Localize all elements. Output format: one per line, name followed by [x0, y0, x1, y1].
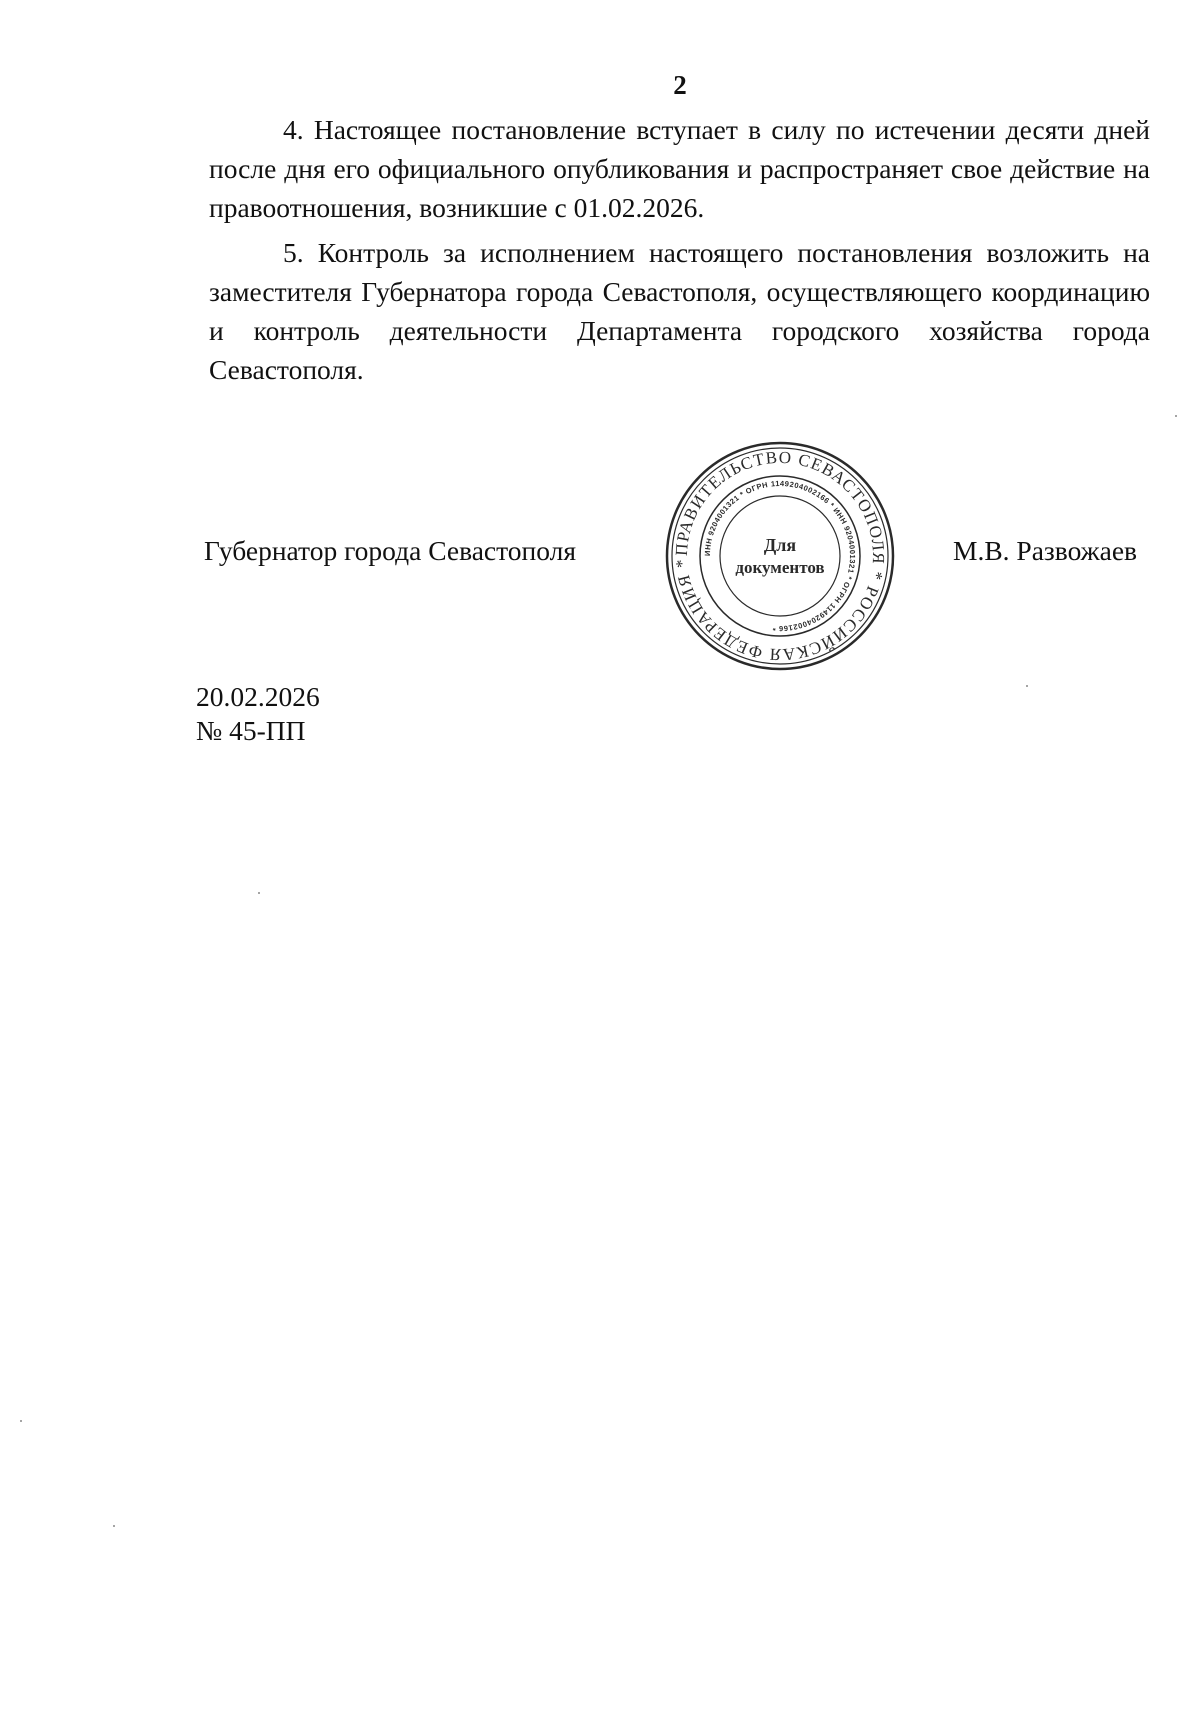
scan-speck [258, 892, 260, 894]
scan-speck [20, 1420, 22, 1422]
official-seal [664, 440, 896, 672]
scan-speck [1026, 685, 1028, 687]
scan-speck [113, 1525, 115, 1527]
seal-inner-text: ИНН 9204001321 * ОГРН 1149204002166 * ИНН 9204001321 * ОГРН 1149204002166 * [702, 478, 858, 634]
signer-position: Губернатор города Севастополя [204, 535, 576, 566]
paragraph-4: 4. Настоящее постановление вступает в силу по истечении десяти дней после дня его официального опубликования и распространяет свое действие на правоотношения, возникшие с 01.02.2026. [209, 114, 1150, 223]
document-body [209, 111, 1150, 397]
paragraph-5: 5. Контроль за исполнением настоящего постановления возложить на заместителя Губернатора города Севастополя, осуществляющего координацию и контроль деятельности Департамента городского хозяйства города Севастополя. [209, 237, 1150, 385]
seal-outer-text: ПРАВИТЕЛЬСТВО СЕВАСТОПОЛЯ * РОССИЙСКАЯ ФЕДЕРАЦИЯ * [671, 447, 889, 665]
seal-inner-ring [720, 496, 840, 616]
seal-center-line-2: документов [735, 558, 825, 577]
signer-name: М.В. Развожаев [953, 535, 1138, 566]
document-date: 20.02.2026 [196, 681, 320, 712]
seal-outer-ring [667, 443, 893, 669]
scan-speck [1175, 415, 1177, 417]
page-number: 2 [673, 70, 687, 100]
seal-center-line-1: Для [763, 535, 797, 555]
seal-middle-ring [700, 476, 860, 636]
document-date-number [196, 680, 320, 748]
document-number: № 45-ПП [196, 715, 306, 746]
svg-text:ИНН 9204001321 * ОГРН 11492040 [703, 479, 857, 633]
